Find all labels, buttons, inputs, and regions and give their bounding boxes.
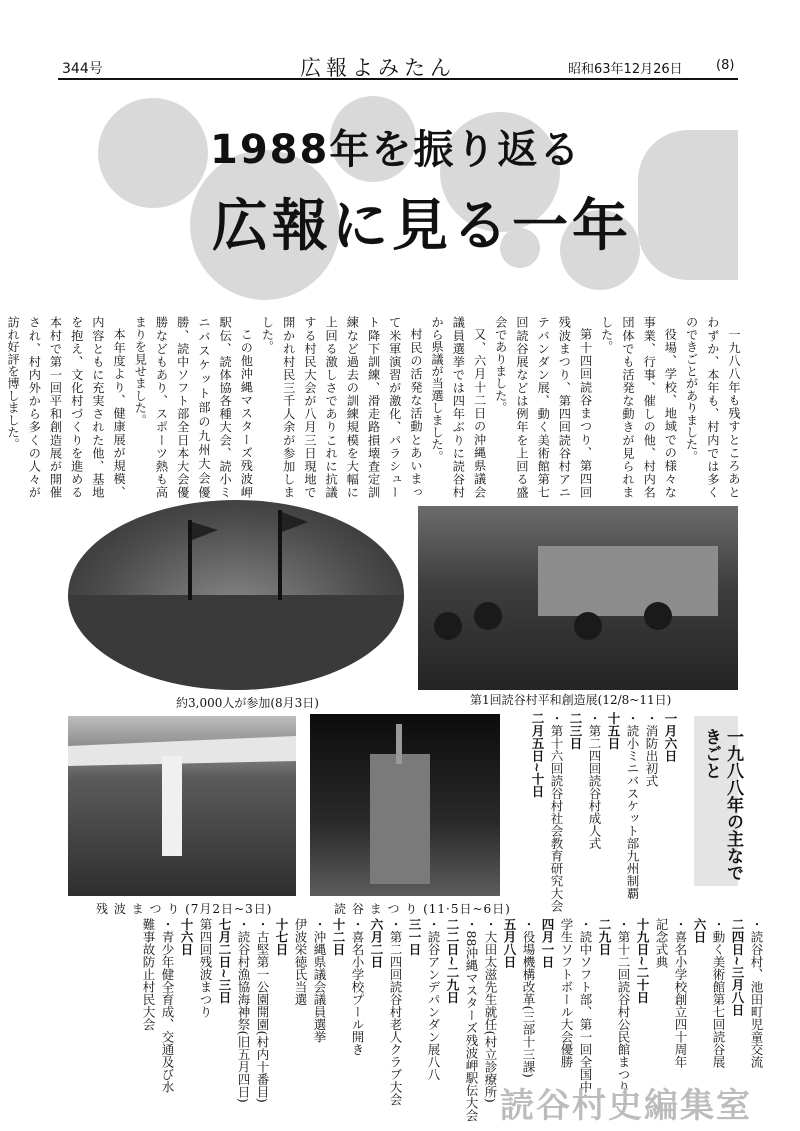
event-item: ・第十六回読谷村社会教育研究大会: [549, 712, 564, 912]
event-item: 第四回残波まつり: [198, 918, 213, 1018]
event-item: ・第二四回読谷村老人クラブ大会: [388, 918, 403, 1106]
events-heading: 一九八八年の主なできごと: [701, 728, 743, 881]
zanpa-festival-photo: [68, 716, 296, 896]
event-date: 四月一日: [540, 918, 555, 968]
article-paragraph: 一九八八年も残すところあとわずか、本年も、村内では多くのできごとがありました。: [684, 316, 741, 498]
newsletter-title: 広報よみたん: [300, 56, 456, 80]
caption-yomitan-festival: 読 谷 ま つ り (11·5日~6日): [334, 902, 511, 916]
yomitan-festival-photo: [310, 714, 500, 896]
event-date: 二月五日~十日: [530, 712, 545, 798]
event-item: ・読中ソフト部、第一回全国中: [578, 918, 593, 1093]
event-date: 十二日: [331, 918, 346, 956]
event-item: 学生ソフトボール大会優勝: [559, 918, 574, 1068]
caption-zanpa-festival: 残 波 ま つ り (7月2日~3日): [96, 902, 273, 916]
article-paragraph: 役場、学校、地域での様々な事業、行事、催しの他、村内名団体でも活発な動きが見られました。: [599, 316, 678, 498]
intro-article: [6, 316, 744, 498]
event-date: 一月六日: [663, 712, 678, 762]
article-paragraph: この他沖縄マスターズ残波岬駅伝、読体協各種大会、読小ミニバスケット部の九州大会優勝、読中ソフト部全日本大会優勝などもあり、スポーツ熱も高まりを見せました。: [133, 316, 254, 498]
event-item: ・読谷村漁協海神祭(旧五月四日): [236, 918, 251, 1103]
event-item: ・喜名小学校創立四十周年: [673, 918, 688, 1068]
event-date: 十五日: [606, 712, 621, 750]
event-date: 七月二日~三日: [217, 918, 232, 1004]
caption-exhibition: 第1回読谷村平和創造展(12/8~11日): [470, 693, 672, 707]
event-item: ・青少年健全育成、交通及び水: [160, 918, 175, 1093]
event-item: ・大田太滋先生就任(村立診療所): [483, 918, 498, 1103]
peace-exhibition-photo: [418, 506, 738, 690]
event-item: ・読谷村、池田町児童交流: [749, 918, 764, 1068]
article-paragraph: 又、六月十二日の沖縄県議会議員選挙では四年ぶりに読谷村から県議が当選しました。: [430, 316, 487, 498]
event-date: 十九日~二十日: [635, 918, 650, 1004]
festival-stall-illustration: [68, 716, 296, 896]
event-item: ・第十二回読谷村公民館まつり: [616, 918, 631, 1093]
article-paragraph: 第十四回読谷まつり、第四回残波まつり、第四回読谷村アニテバンダン展、動く美術館第七回読谷展などは例年を上回る盛会でありました。: [493, 316, 593, 498]
event-date: 十七日: [274, 918, 289, 956]
event-date: 二九日: [597, 918, 612, 956]
header-rule: [58, 78, 738, 80]
decor-circle: [638, 130, 738, 280]
event-date: 十六日: [179, 918, 194, 956]
rally-crowd-illustration: [68, 500, 404, 690]
event-item: ・沖縄県議会議員選挙: [312, 918, 327, 1043]
issue-date: 昭和63年12月26日: [568, 62, 683, 77]
rally-crowd-photo: [68, 500, 404, 690]
event-item: 難事故防止村民大会: [141, 918, 156, 1031]
caption-rally: 約3,000人が参加(8月3日): [176, 696, 319, 710]
article-paragraph: 本年度より、健康展が規模、内容ともに充実された他、基地を抱え、文化村づくりを進める本村で第一回平和創造展が開催され、村内外から多くの人々が訪れ好評を博しました。: [6, 316, 127, 498]
event-item: ・第二四回読谷村成人式: [587, 712, 602, 850]
headline-main: 広報に見る一年: [212, 194, 632, 259]
page-number: (8): [716, 58, 735, 73]
article-paragraph: 村民の活発な活動とあいまって米軍演習が激化、パラシュート降下訓練、滑走路損壊査定訓練など過去の訓練規模を大幅に上回る激しさでありこれに抗議する村民大会が八月三日現地で開かれ村民三千人余が参加しました。: [260, 316, 423, 498]
event-item: ・喜名小学校プール開き: [350, 918, 365, 1056]
event-item: 伊波栄徳氏当選: [293, 918, 308, 1006]
event-date: 二四日~三月八日: [730, 918, 745, 1016]
event-item: ・古堅第一公園開園(村内十番目): [255, 918, 270, 1103]
event-date: 二三日: [568, 712, 583, 750]
events-list-top: [512, 712, 680, 912]
event-item: ・88沖縄マスターズ残波岬駅伝大会: [464, 918, 479, 1122]
event-item: 記念式典: [654, 918, 669, 968]
night-festival-illustration: [310, 714, 500, 896]
event-date: 六月二日: [369, 918, 384, 968]
event-item: ・読谷アンデパンダン展八八: [426, 918, 441, 1081]
event-date: 三一日: [407, 918, 422, 956]
event-item: ・読小ミニバスケット部九州制覇: [625, 712, 640, 900]
issue-number: 344号: [62, 61, 103, 77]
archive-watermark: 読谷村史編集室: [500, 1086, 752, 1126]
event-date: 六日: [692, 918, 707, 943]
decor-circle: [98, 98, 208, 208]
event-date: 二二日~二九日: [445, 918, 460, 1004]
event-item: ・役場機構改革(三部十三課): [521, 918, 536, 1078]
exhibition-illustration: [418, 506, 738, 690]
event-item: ・消防出初式: [644, 712, 659, 787]
event-item: ・動く美術館第七回読谷展: [711, 918, 726, 1068]
headline-sub: 1988年を振り返る: [210, 127, 582, 173]
event-date: 五月八日: [502, 918, 517, 968]
